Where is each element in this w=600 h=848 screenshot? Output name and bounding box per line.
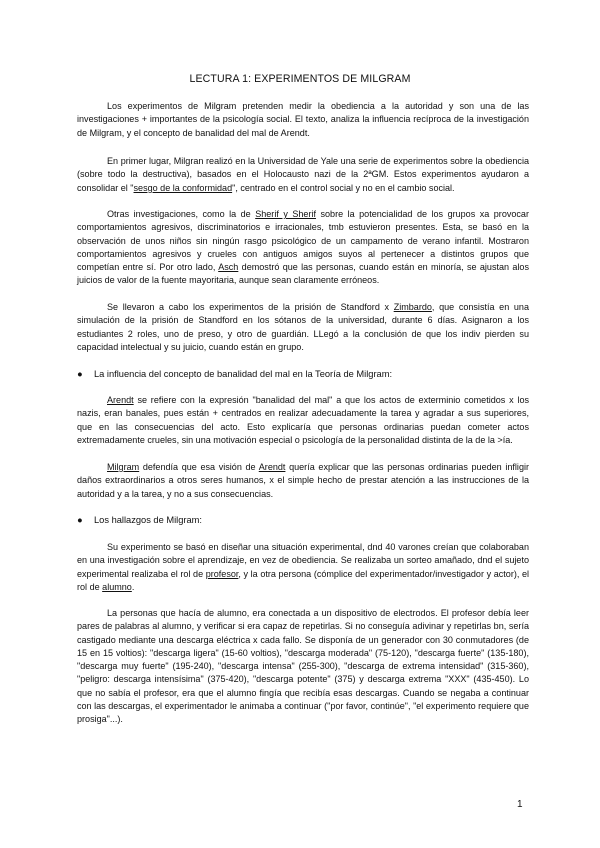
paragraph-arendt: Arendt se refiere con la expresión "banalidad del mal" a que los actos de exterminio cometidos x los nazis, eran banales, pues están + centrados en realizar adecuadamente la tarea y agradar a sus superiores, que en las consecuencias del acto. Esto explicaría que personas ordinarias puedan cometer actos extremadamente crueles, sin una motivación especial o psicología de la personalidad distinta de la de la >ía. — [77, 395, 529, 445]
role-profesor: profesor — [205, 568, 239, 579]
role-alumno: alumno — [102, 581, 132, 592]
bullet-dot-icon: ● — [77, 369, 83, 379]
paragraph-experimento: Su experimento se basó en diseñar una situación experimental, dnd 40 varones creían que colaboraban en una investigación sobre el aprendizaje, en vez de obediencia. Se realizaba un sorteo amañado, dnd el sujeto experimental realizaba el rol de profesor, y la otra persona (cómplice del experimentador/investigador y actor), el rol de alumno. — [77, 542, 530, 592]
author-asch: Asch — [218, 262, 239, 273]
author-arendt: Arendt — [107, 395, 134, 405]
author-arendt-2: Arendt — [258, 462, 286, 472]
author-sherif: Sherif y Sherif — [255, 209, 316, 219]
page-number: 1 — [517, 799, 523, 810]
paragraph-milgram-arendt: Milgram defendía que esa visión de Arendt quería explicar que las personas ordinarias pueden infligir daños extraordinarios a otros seres humanos, x el simple hecho de prestar atención a las instrucciones de la autoridad y a la tarea, y no a sus consecuencias. — [77, 462, 529, 499]
author-milgram: Milgram — [107, 462, 140, 472]
bullet-hallazgos: ● Los hallazgos de Milgram: — [77, 515, 202, 525]
page-title: LECTURA 1: EXPERIMENTOS DE MILGRAM — [189, 73, 411, 85]
paragraph-intro: Los experimentos de Milgram pretenden medir la obediencia a la autoridad y son una de las investigaciones + importantes de la psicología social. El texto, analiza la influencia recíproca de la investigación de Milgram, y el concepto de banalidad del mal de Arendt. — [77, 101, 529, 138]
paragraph-yale: En primer lugar, Milgran realizó en la Universidad de Yale una serie de experimentos sobre la obediencia (sobre todo la destructiva), basados en el Holocausto nazi de la 2ªGM. Estos experimentos ayudaron a consolidar el "sesgo de la conformidad", centrado en el control social y no en el cambio social. — [77, 156, 529, 193]
paragraph-sherif: Otras investigaciones, como la de Sherif y Sherif sobre la potencialidad de los grupos xa provocar comportamientos agresivos, discriminatorios e irracionales, tmb estuvieron presentes. Esta, se basó en la observación de unos niños sin ningún rasgo psicológico de un campamento de verano infantil. Mostraron comportamientos agresivos y crueles con antiguos amigos suyos al pertenecer a distintos grupos que competían entre sí. Por otro lado, Asch demostró que las personas, cuando están en minoría, se ajustan alos juicios de valor de la fuente mayoritaria, aunque sean claramente erróneos. — [77, 209, 529, 286]
author-zimbardo: Zimbardo — [393, 302, 432, 312]
concept-sesgo-conformidad: sesgo de la conformidad — [133, 182, 233, 193]
paragraph-descargas: La personas que hacía de alumno, era conectada a un dispositivo de electrodos. El profesor debía leer pares de palabras al alumno, y verificar si era capaz de repetirlas. Si no conseguía adivinar y repetirlas bn, sería castigado mediante una descarga eléctrica x cada fallo. Se disponía de un generador con 30 conmutadores (de 15 en 15 voltios): "descarga ligera" (15-60 voltios), "descarga moderada" (75-120), "descarga fuerte" (135-180), "descarga muy fuerte" (195-240), "descarga intensa" (255-300), "descarga de extrema intensidad" (315-360), "peligro: descarga intensísima" (375-420), "descarga potente" (375) y descarga extrema "XXX" (435-450). Lo que no sabía el profesor, era que el alumno fingía que recibía esas descargas. Cuando se negaba a continuar con las descargas, el experimentador le animaba a continuar ("por favor, continúe", "el experimento requiere que prosiga"...). — [77, 608, 529, 725]
bullet-dot-icon: ● — [77, 515, 83, 525]
paragraph-zimbardo: Se llevaron a cabo los experimentos de la prisión de Standford x Zimbardo, que consistía en una simulación de la prisión de Standford en los sótanos de la universidad, durante 6 días. Asignaron a los estudiantes 2 roles, uno de preso, y otro de guardián. LLegó a la conclusión de que los indiv pierden su capacidad intelectual y su juicio, cuando están en grupo. — [77, 302, 529, 352]
bullet-banalidad: ● La influencia del concepto de banalidad del mal en la Teoría de Milgram: — [77, 369, 393, 379]
